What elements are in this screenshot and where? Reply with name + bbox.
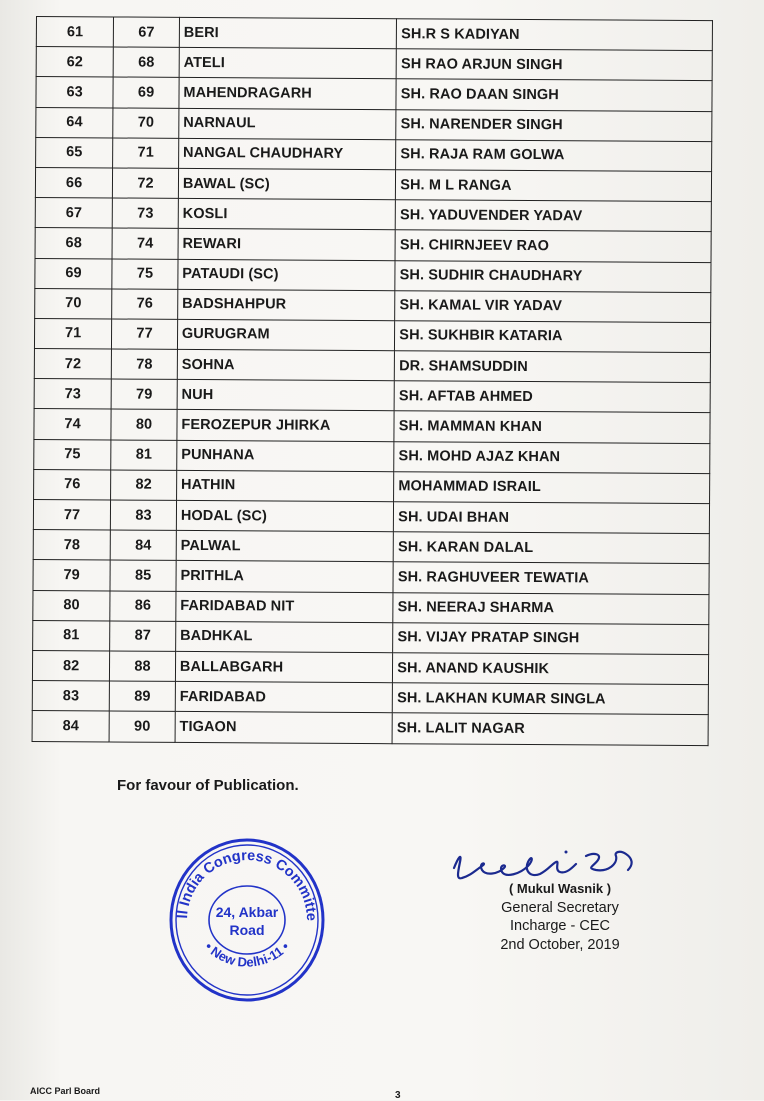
serial-number-cell: 62 (36, 47, 113, 78)
candidate-name-cell: SH RAO ARJUN SINGH (396, 49, 712, 81)
ac-number-cell: 73 (112, 198, 178, 229)
ac-number-cell: 68 (113, 47, 179, 78)
constituency-name-cell: TIGAON (175, 712, 393, 744)
constituency-name-cell: BADHKAL (176, 621, 394, 653)
constituency-name-cell: SOHNA (177, 349, 395, 381)
footer-org: AICC Parl Board (30, 1086, 101, 1096)
constituency-name-cell: PATAUDI (SC) (178, 259, 396, 291)
constituency-name-cell: KOSLI (178, 198, 396, 230)
ac-number-cell: 84 (110, 530, 176, 561)
constituency-name-cell: FARIDABAD NIT (176, 591, 394, 623)
candidate-name-cell: SH. VIJAY PRATAP SINGH (393, 622, 709, 654)
table-row (35, 258, 711, 292)
candidate-table (32, 16, 713, 746)
constituency-name-cell: NANGAL CHAUDHARY (178, 138, 396, 170)
signatory-designation: General Secretary (501, 899, 619, 916)
serial-number-cell: 76 (34, 469, 111, 500)
table-row (33, 560, 709, 594)
serial-number-cell: 68 (35, 228, 112, 259)
serial-number-cell: 82 (32, 650, 109, 681)
constituency-name-cell: REWARI (178, 229, 396, 261)
serial-number-cell: 72 (34, 349, 111, 380)
ac-number-cell: 79 (111, 379, 177, 410)
serial-number-cell: 75 (34, 439, 111, 470)
candidate-name-cell: SH. LAKHAN KUMAR SINGLA (393, 683, 709, 715)
serial-number-cell: 61 (36, 17, 113, 48)
table-row (32, 711, 708, 745)
candidate-name-cell: SH. RAGHUVEER TEWATIA (393, 562, 709, 594)
aicc-seal (167, 836, 327, 1004)
serial-number-cell: 84 (32, 711, 109, 742)
table-row (33, 590, 709, 624)
ac-number-cell: 86 (110, 591, 176, 622)
serial-number-cell: 83 (32, 681, 109, 712)
table-row (34, 469, 710, 503)
table-row (34, 318, 710, 352)
table-row (36, 137, 712, 171)
candidate-name-cell: SH. YADUVENDER YADAV (395, 200, 711, 232)
constituency-name-cell: FEROZEPUR JHIRKA (177, 410, 395, 442)
ac-number-cell: 85 (110, 560, 176, 591)
seal-outer-ring (171, 840, 323, 1000)
ac-number-cell: 67 (114, 17, 180, 48)
candidate-name-cell: SH. AFTAB AHMED (394, 381, 710, 413)
serial-number-cell: 80 (33, 590, 110, 621)
ac-number-cell: 69 (113, 77, 179, 108)
constituency-name-cell: BALLABGARH (175, 651, 393, 683)
seal-svg (167, 836, 327, 1004)
constituency-name-cell: PRITHLA (176, 561, 394, 593)
constituency-name-cell: PALWAL (176, 531, 394, 563)
ac-number-cell: 75 (112, 258, 178, 289)
serial-number-cell: 79 (33, 560, 110, 591)
ac-number-cell: 89 (110, 681, 176, 712)
constituency-name-cell: ATELI (179, 48, 397, 80)
seal-center-line1: 24, Akbar (215, 904, 279, 920)
table-row (35, 167, 711, 201)
serial-number-cell: 77 (33, 499, 110, 530)
serial-number-cell: 63 (36, 77, 113, 108)
ac-number-cell: 71 (113, 138, 179, 169)
serial-number-cell: 81 (33, 620, 110, 651)
serial-number-cell: 78 (33, 530, 110, 561)
ac-number-cell: 78 (112, 349, 178, 380)
serial-number-cell: 67 (35, 198, 112, 229)
table-row (36, 17, 712, 51)
table-row (33, 499, 709, 533)
serial-number-cell: 73 (34, 379, 111, 410)
table-row (35, 228, 711, 262)
candidate-name-cell: SH. MOHD AJAZ KHAN (394, 441, 710, 473)
ac-number-cell: 87 (110, 621, 176, 652)
page-number: 3 (395, 1090, 401, 1101)
candidate-name-cell: SH. RAJA RAM GOLWA (396, 139, 712, 171)
constituency-name-cell: HODAL (SC) (176, 500, 394, 532)
table-row (33, 620, 709, 654)
candidate-name-cell: SH. NARENDER SINGH (396, 109, 712, 141)
serial-number-cell: 66 (35, 167, 112, 198)
ac-number-cell: 88 (110, 651, 176, 682)
seal-center-line2: Road (229, 922, 265, 938)
candidate-name-cell: SH. LALIT NAGAR (392, 713, 708, 745)
ac-number-cell: 74 (112, 228, 178, 259)
candidate-name-cell: SH. SUKHBIR KATARIA (395, 321, 711, 353)
seal-center-ring (209, 886, 285, 954)
serial-number-cell: 71 (34, 318, 111, 349)
candidate-table-body (32, 17, 712, 746)
candidate-name-cell: SH. SUDHIR CHAUDHARY (395, 260, 711, 292)
publication-note: For favour of Publication. (117, 777, 299, 794)
seal-inner-ring (176, 845, 318, 995)
ac-number-cell: 70 (113, 108, 179, 139)
candidate-name-cell: DR. SHAMSUDDIN (395, 351, 711, 383)
candidate-name-cell: SH. UDAI BHAN (394, 502, 710, 534)
ac-number-cell: 90 (109, 711, 175, 742)
ac-number-cell: 80 (111, 409, 177, 440)
ac-number-cell: 77 (112, 319, 178, 350)
table-row (36, 77, 712, 111)
constituency-name-cell: GURUGRAM (177, 319, 395, 351)
candidate-name-cell: MOHAMMAD ISRAIL (394, 472, 710, 504)
seal-ring-text: ll India Congress Committe (174, 847, 320, 922)
constituency-name-cell: BAWAL (SC) (178, 168, 396, 200)
ac-number-cell: 76 (112, 289, 178, 320)
table-row (35, 198, 711, 232)
constituency-name-cell: NARNAUL (179, 108, 397, 140)
serial-number-cell: 64 (36, 107, 113, 138)
serial-number-cell: 65 (36, 137, 113, 168)
table-row (36, 47, 712, 81)
candidate-name-cell: SH. RAO DAAN SINGH (396, 79, 712, 111)
signatory-block (470, 880, 650, 954)
table-row (32, 650, 708, 684)
serial-number-cell: 69 (35, 258, 112, 289)
seal-bottom-text: • New Delhi-11 • (201, 939, 293, 970)
constituency-name-cell: NUH (177, 380, 395, 412)
candidate-name-cell: SH. NEERAJ SHARMA (393, 592, 709, 624)
table-row (36, 107, 712, 141)
signatory-name: ( Mukul Wasnik ) (508, 881, 612, 896)
ac-number-cell: 83 (111, 500, 177, 531)
serial-number-cell: 74 (34, 409, 111, 440)
ac-number-cell: 81 (111, 440, 177, 471)
candidate-name-cell: SH. KARAN DALAL (393, 532, 709, 564)
candidate-name-cell: SH.R S KADIYAN (397, 19, 713, 51)
candidate-name-cell: SH. M L RANGA (396, 170, 712, 202)
constituency-name-cell: HATHIN (176, 470, 394, 502)
table-row (34, 409, 710, 443)
table-row (35, 288, 711, 322)
ac-number-cell: 72 (113, 168, 179, 199)
candidate-name-cell: SH. MAMMAN KHAN (394, 411, 710, 443)
table-row (32, 681, 708, 715)
constituency-name-cell: PUNHANA (177, 440, 395, 472)
signature-date: 2nd October, 2019 (500, 936, 620, 953)
candidate-name-cell: SH. ANAND KAUSHIK (393, 653, 709, 685)
constituency-name-cell: BADSHAHPUR (178, 289, 396, 321)
constituency-name-cell: BERI (179, 17, 397, 49)
candidate-name-cell: SH. KAMAL VIR YADAV (395, 290, 711, 322)
constituency-name-cell: MAHENDRAGARH (179, 78, 397, 110)
table-row (34, 439, 710, 473)
candidate-name-cell: SH. CHIRNJEEV RAO (395, 230, 711, 262)
table-row (33, 530, 709, 564)
constituency-name-cell: FARIDABAD (175, 681, 393, 713)
table-row (34, 349, 710, 383)
signatory-role: Incharge - CEC (510, 918, 610, 934)
ac-number-cell: 82 (111, 470, 177, 501)
serial-number-cell: 70 (35, 288, 112, 319)
table-row (34, 379, 710, 413)
